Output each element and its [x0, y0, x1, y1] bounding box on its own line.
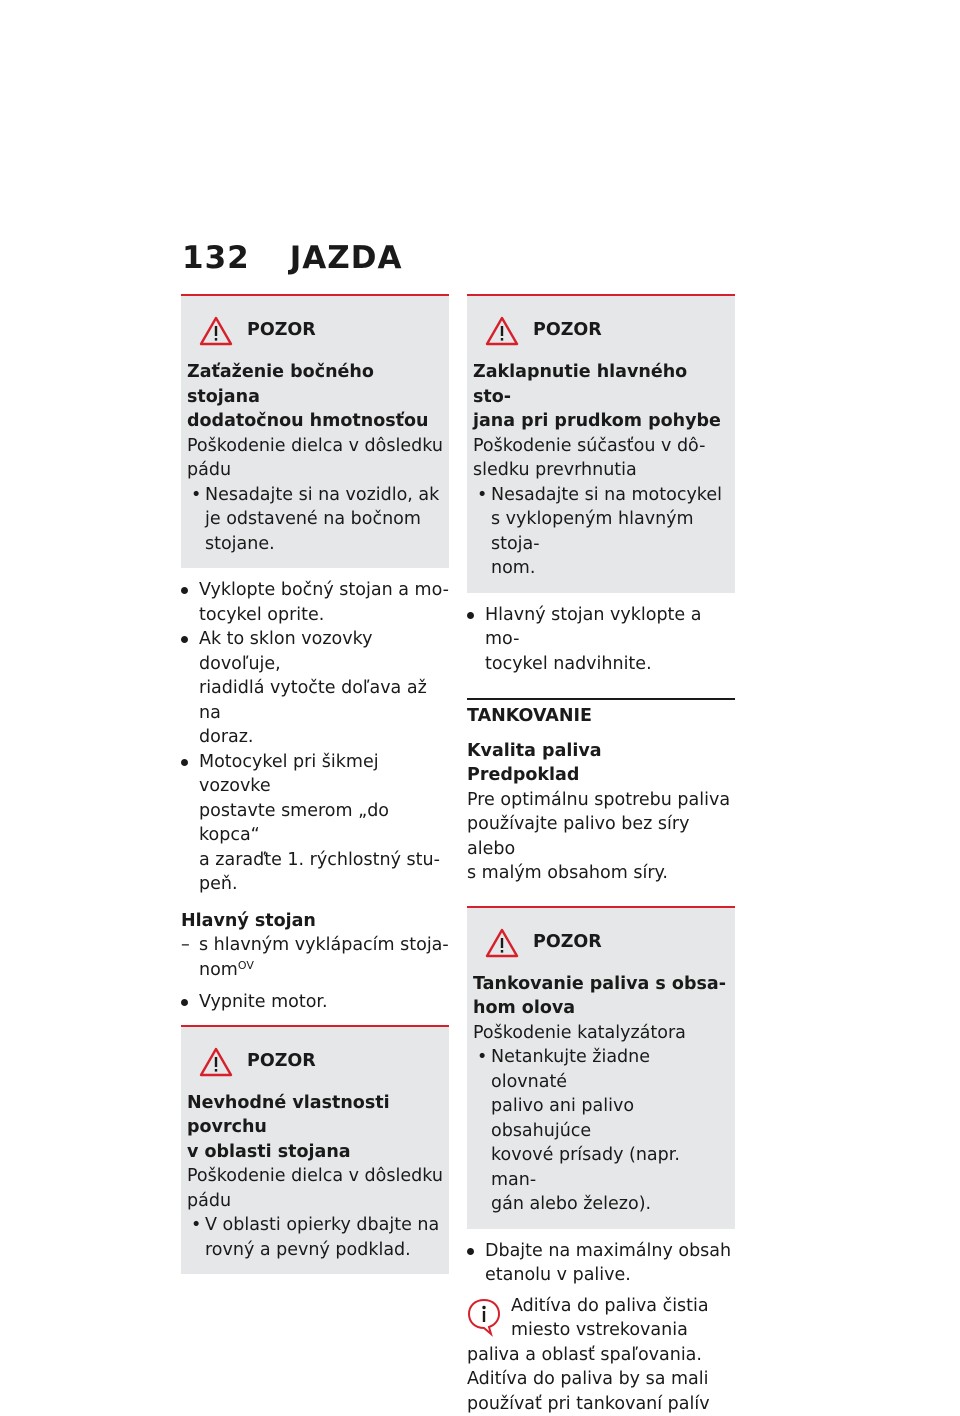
warning-box-leaded-fuel: [467, 906, 735, 1229]
warning-label: POZOR: [247, 316, 316, 342]
step-item: Vypnite motor.: [181, 990, 449, 1015]
page-header: [182, 240, 402, 276]
warning-title: Nevhodné vlastnosti povrchu v oblasti stojana: [187, 1091, 443, 1165]
bullet-dot: [181, 999, 188, 1006]
step-item: Ak to sklon vozovky dovoľuje, riadidlá vytočte doľava až na doraz.: [181, 627, 449, 750]
info-note: Aditíva do paliva čistia miesto vstrekovania paliva a oblasť spaľovania. Aditíva do paliva by sa mali používať pri tankovaní palív: [467, 1294, 735, 1416]
warning-label: POZOR: [533, 928, 602, 954]
warning-triangle-icon: [485, 316, 519, 346]
warning-bullet: • Nesadajte si na motocykel s vyklopeným hlavným stoja- nom.: [473, 483, 729, 581]
bullet-dot: [181, 636, 188, 643]
warning-triangle-icon: [199, 316, 233, 346]
warning-title: Zaklapnutie hlavného sto- jana pri prudkom pohybe: [473, 360, 729, 434]
bullet-dot: [181, 587, 188, 594]
step-item: Motocykel pri šikmej vozovke postavte smerom „do kopca“ a zaraďte 1. rýchlostný stu- peň.: [181, 750, 449, 897]
warning-cause: Poškodenie katalyzátora: [473, 1021, 729, 1046]
section-title: TANKOVANIE: [467, 698, 735, 729]
warning-cause: Poškodenie súčasťou v dô- sledku prevrhnutia: [473, 434, 729, 483]
warning-triangle-icon: [199, 1047, 233, 1077]
dash-marker: –: [181, 933, 190, 958]
step-item: Dbajte na maximálny obsah etanolu v palive.: [467, 1239, 735, 1288]
warning-box-side-stand-load: [181, 294, 449, 568]
step-item: Vyklopte bočný stojan a mo- tocykel oprite.: [181, 578, 449, 627]
prerequisite-heading: Predpoklad: [467, 763, 735, 788]
prerequisite-text: Pre optimálnu spotrebu paliva používajte palivo bez síry alebo s malým obsahom síry.: [467, 788, 735, 886]
warning-box-surface: [181, 1025, 449, 1275]
warning-bullet: • V oblasti opierky dbajte na rovný a pevný podklad.: [187, 1213, 443, 1262]
bullet-dot: [467, 1248, 474, 1255]
info-icon: [467, 1298, 501, 1336]
bullet-dot: [467, 612, 474, 619]
step-item: Hlavný stojan vyklopte a mo- tocykel nadvihnite.: [467, 603, 735, 677]
right-column: [467, 294, 735, 1416]
warning-label: POZOR: [533, 316, 602, 342]
left-column: [181, 294, 449, 1274]
warning-label: POZOR: [247, 1047, 316, 1073]
page-number: 132: [182, 240, 250, 276]
warning-title: Zaťaženie bočného stojana dodatočnou hmotnosťou: [187, 360, 443, 434]
main-stand-heading: Hlavný stojan: [181, 909, 449, 934]
warning-bullet: • Netankujte žiadne olovnaté palivo ani palivo obsahujúce kovové prísady (napr. man- gán alebo železo).: [473, 1045, 729, 1217]
warning-cause: Poškodenie dielca v dôsledku pádu: [187, 434, 443, 483]
warning-box-main-stand: [467, 294, 735, 593]
equipment-code: OV: [238, 959, 254, 972]
bullet-dot: [181, 759, 188, 766]
dash-item: – s hlavným vyklápacím stoja- nom$^{OV}$: [181, 933, 449, 982]
warning-title: Tankovanie paliva s obsa- hom olova: [473, 972, 729, 1021]
chapter-title: JAZDA: [290, 240, 403, 276]
fuel-quality-heading: Kvalita paliva: [467, 739, 735, 764]
warning-cause: Poškodenie dielca v dôsledku pádu: [187, 1164, 443, 1213]
warning-bullet: • Nesadajte si na vozidlo, ak je odstavené na bočnom stojane.: [187, 483, 443, 557]
warning-triangle-icon: [485, 928, 519, 958]
